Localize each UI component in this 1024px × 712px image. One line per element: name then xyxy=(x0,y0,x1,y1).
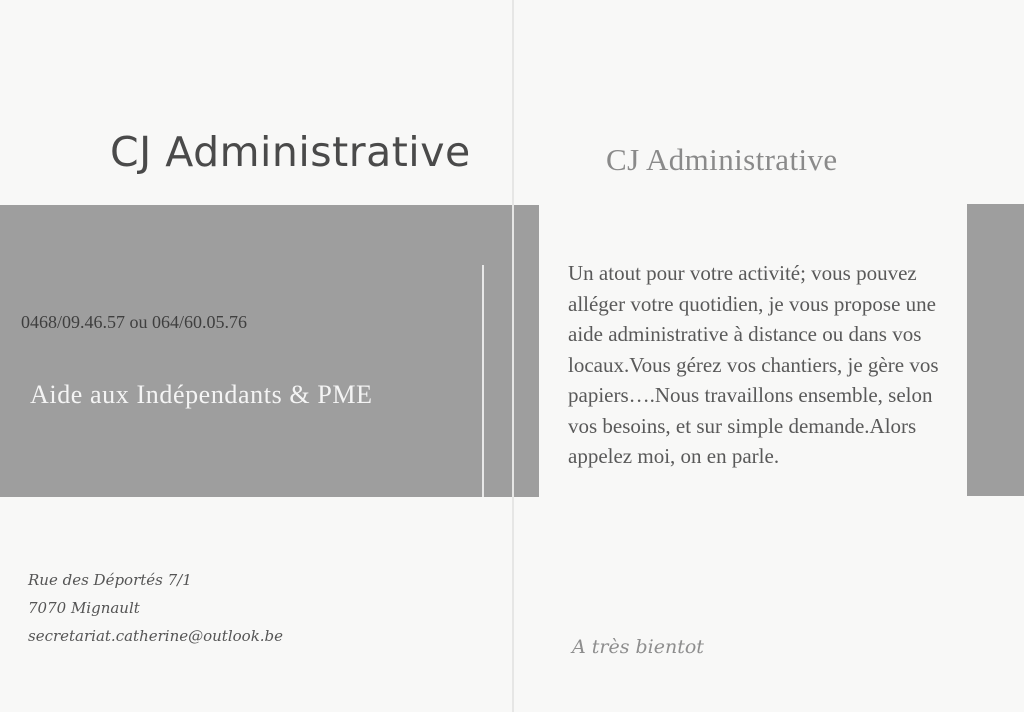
left-card-title: CJ Administrative xyxy=(110,128,471,176)
right-gray-band-left xyxy=(514,205,539,497)
right-gray-band-right xyxy=(967,204,1024,496)
address-street: Rue des Déportés 7/1 xyxy=(28,571,192,589)
closing-signature: A très bientot xyxy=(572,636,704,658)
left-gray-band xyxy=(0,205,512,497)
address-block xyxy=(28,566,283,650)
right-card-title: CJ Administrative xyxy=(606,142,838,177)
band-divider-line xyxy=(482,265,484,497)
description-paragraph: Un atout pour votre activité; vous pouvez alléger votre quotidien, je vous propose une aide administrative à distance ou dans vos locaux.Vous gérez vos chantiers, je gère vos papiers….Nous travaillons ensemble, selon vos besoins, et sur simple demande.Alors appelez moi, on en parle. xyxy=(568,261,939,468)
address-city: 7070 Mignault xyxy=(28,599,140,617)
email-address: secretariat.catherine@outlook.be xyxy=(28,627,284,645)
phone-numbers: 0468/09.46.57 ou 064/60.05.76 xyxy=(21,312,248,332)
tagline: Aide aux Indépendants & PME xyxy=(30,380,373,409)
